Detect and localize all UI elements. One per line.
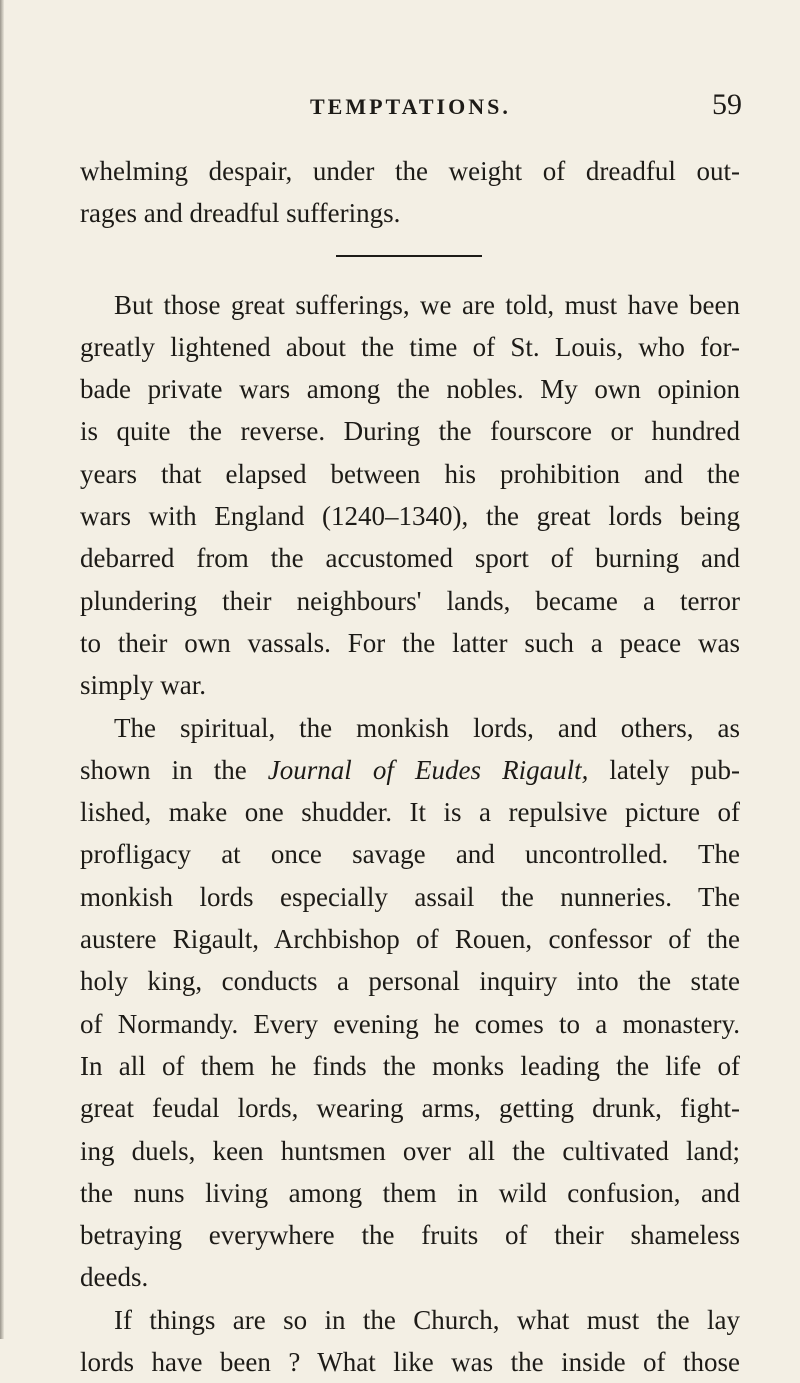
text-line: betraying everywhere the fruits of their shameless xyxy=(80,1220,740,1251)
text-line: austere Rigault, Archbishop of Rouen, confessor of the xyxy=(80,924,740,955)
text-line: lords have been ? What like was the inside of those xyxy=(80,1347,740,1378)
text-line: If things are so in the Church, what must the lay xyxy=(114,1304,740,1335)
text-line: monkish lords especially assail the nunneries. The xyxy=(80,881,740,912)
page-binding-edge xyxy=(0,0,4,1339)
text-line: profligacy at once savage and uncontrolled. The xyxy=(80,839,740,870)
text-line: The spiritual, the monkish lords, and others, as xyxy=(114,712,740,743)
text-line: simply war. xyxy=(80,670,206,701)
text-line: deeds. xyxy=(80,1262,149,1293)
divider-rule xyxy=(336,255,482,257)
text-segment: lately pub- xyxy=(588,754,740,785)
text-line: bade private wars among the nobles. My own opinion xyxy=(80,374,740,405)
page-header xyxy=(300,88,742,132)
text-line: whelming despair, under the weight of dreadful out- xyxy=(80,156,740,186)
text-line: wars with England (1240–1340), the great lords being xyxy=(80,501,740,532)
text-line: is quite the reverse. During the fourscore or hundred xyxy=(80,416,740,447)
body-text xyxy=(80,150,740,1383)
text-line: years that elapsed between his prohibition and the xyxy=(80,458,740,489)
running-head: TEMPTATIONS. xyxy=(310,94,511,119)
text-line: But those great sufferings, we are told, must have been xyxy=(114,289,740,320)
text-line: rages and dreadful sufferings. xyxy=(80,198,401,229)
page-number: 59 xyxy=(712,88,742,121)
text-segment: shown in the xyxy=(80,754,268,785)
text-line: holy king, conducts a personal inquiry into the state xyxy=(80,966,740,997)
text-line: to their own vassals. For the latter such a peace was xyxy=(80,627,740,658)
text-line: the nuns living among them in wild confusion, and xyxy=(80,1177,740,1208)
text-line: In all of them he finds the monks leading the life of xyxy=(80,1050,740,1081)
text-line: greatly lightened about the time of St. Louis, who for- xyxy=(80,331,740,362)
text-line xyxy=(80,749,740,791)
text-line: debarred from the accustomed sport of burning and xyxy=(80,543,740,574)
text-line: great feudal lords, wearing arms, getting drunk, fight- xyxy=(80,1093,740,1124)
section-divider xyxy=(80,235,740,284)
text-line: plundering their neighbours' lands, became a terror xyxy=(80,585,740,616)
text-line: lished, make one shudder. It is a repulsive picture of xyxy=(80,797,740,828)
italic-title: Journal of Eudes Rigault, xyxy=(267,754,589,785)
text-line: of Normandy. Every evening he comes to a monastery. xyxy=(80,1008,740,1039)
text-line: ing duels, keen huntsmen over all the cultivated land; xyxy=(80,1135,740,1166)
